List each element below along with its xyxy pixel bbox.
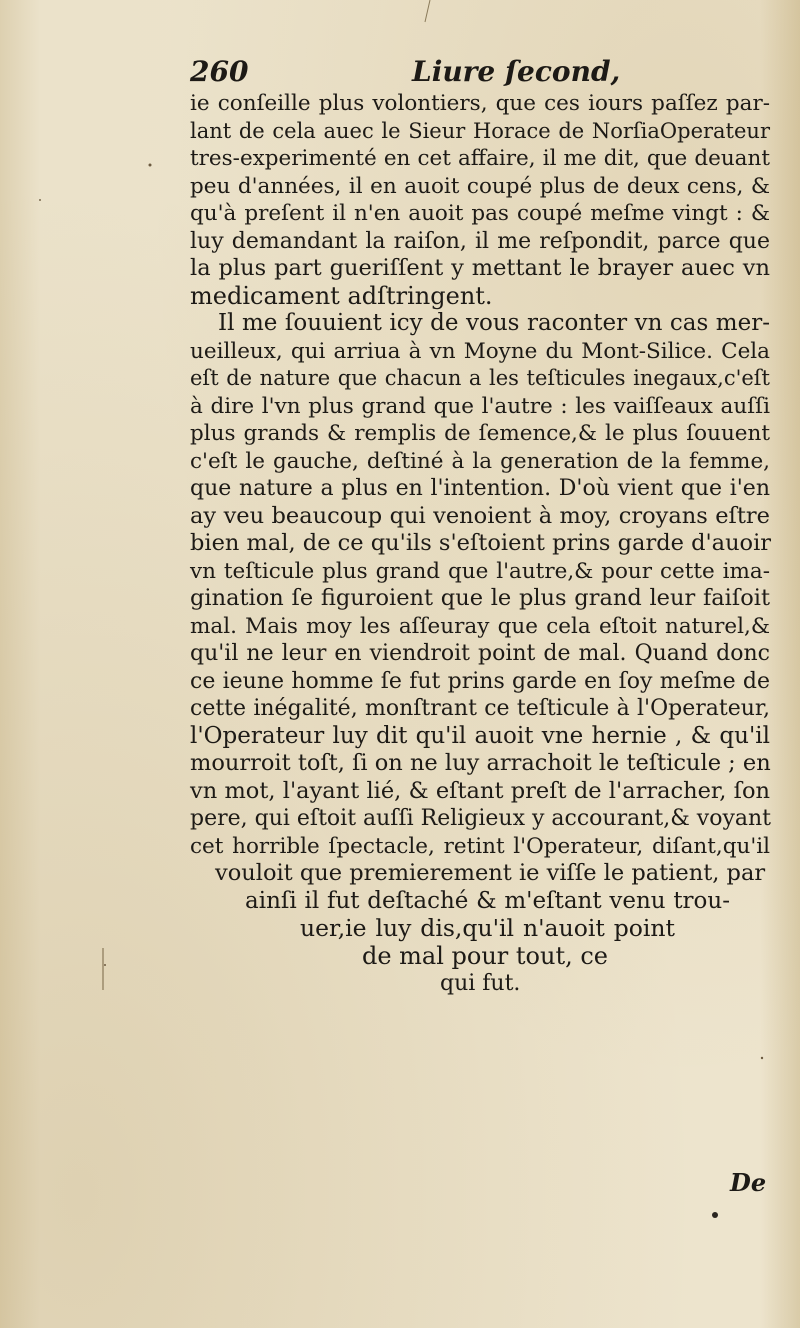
text-line: mal. Mais moy les aſſeuray que cela eſtoit naturel,& <box>190 613 770 639</box>
text-line: qui fut. <box>440 971 521 996</box>
text-line: cet horrible ſpectacle, retint l'Operateur, diſant,qu'il <box>190 833 770 859</box>
text-line: tres-experimenté en cet affaire, il me dit, que deuant <box>190 146 770 171</box>
text-line: plus grands & remplis de ſemence,& le plus ſouuent <box>190 421 770 446</box>
text-line: à dire l'vn plus grand que l'autre : les vaiſſeaux auſſi <box>190 393 770 419</box>
text-line: ueilleux, qui arriua à vn Moyne du Mont-Silice. Cela <box>190 338 770 364</box>
page-number: 260 <box>190 55 249 88</box>
text-line: Il me ſouuient icy de vous raconter vn cas mer- <box>218 310 770 336</box>
page-header <box>190 55 621 95</box>
text-line: de mal pour tout, ce <box>361 941 609 970</box>
text-line: ce ieune homme ſe fut prins garde en ſoy meſme de <box>190 668 770 694</box>
body-text <box>190 90 770 998</box>
text-line: uer,ie luy dis,qu'il n'auoit point <box>300 914 675 942</box>
text-line: pere, qui eſtoit auſſi Religieux y accourant,& voyant <box>190 806 772 831</box>
text-line: l'Operateur luy dit qu'il auoit vne hernie , & qu'il <box>190 722 770 749</box>
text-line: lant de cela auec le Sieur Horace de NorſiaOperateur <box>190 118 770 143</box>
text-line: gination ſe figuroient que le plus grand leur faiſoit <box>190 585 770 611</box>
text-line: cette inégalité, monſtrant ce teſticule à l'Operateur, <box>190 696 770 721</box>
text-line: peu d'années, il en auoit coupé plus de deux cens, & <box>190 173 770 199</box>
text-line: luy demandant la raiſon, il me reſpondit, parce que <box>190 228 770 254</box>
text-line: vouloit que premierement ie viſſe le patient, par <box>215 860 766 886</box>
text-line: qu'il ne leur en viendroit point de mal. Quand donc <box>190 641 770 666</box>
catchword: De <box>730 1168 767 1197</box>
text-line: vn teſticule plus grand que l'autre,& pour cette ima- <box>190 558 770 584</box>
text-line: la plus part gueriſſent y mettant le brayer auec vn <box>190 255 770 281</box>
text-line: ainſi il fut deſtaché & m'eſtant venu trou- <box>245 887 730 914</box>
text-line: vn mot, l'ayant lié, & eſtant preſt de l'arracher, ſon <box>190 777 770 804</box>
text-line: eſt de nature que chacun a les teſticules inegaux,c'eſt <box>190 366 770 390</box>
text-line: qu'à preſent il n'en auoit pas coupé meſme vingt : & <box>190 201 770 226</box>
text-line: ie conſeille plus volontiers, que ces iours paſſez par- <box>190 91 770 116</box>
text-line: que nature a plus en l'intention. D'où vient que i'en <box>190 476 770 501</box>
text-line: bien mal, de ce qu'ils s'eſtoient prins garde d'auoir <box>190 530 772 556</box>
running-title: Liure ſecond, <box>412 55 621 88</box>
text-line: c'eſt le gauche, deſtiné à la generation de la femme, <box>190 448 770 474</box>
text-line: mourroit toſt, ſi on ne luy arrachoit le teſticule ; en <box>190 750 771 776</box>
text-line: ay veu beaucoup qui venoient à moy, croyans eſtre <box>190 502 770 529</box>
text-line: medicament adſtringent. <box>190 281 493 310</box>
